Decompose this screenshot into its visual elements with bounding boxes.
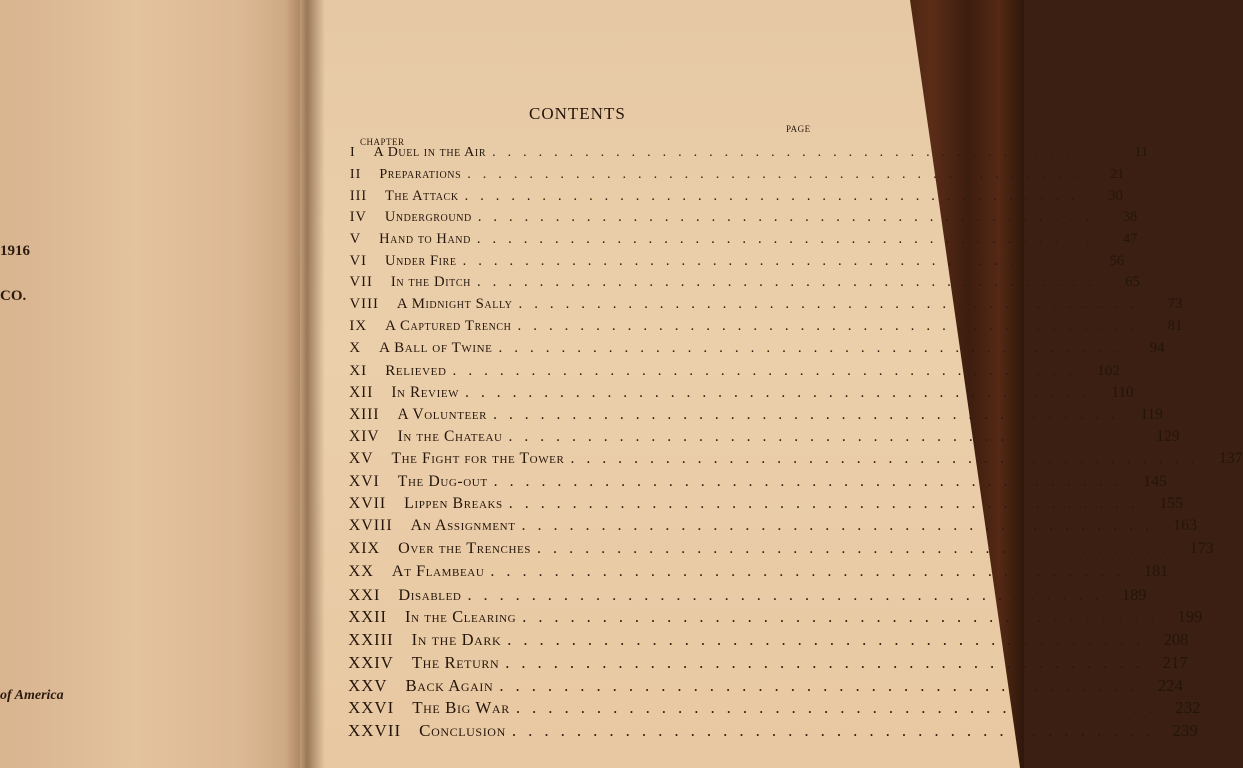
chapter-number: V [349, 231, 362, 248]
dot-leader: ........................................ [517, 318, 1147, 335]
toc-entry [348, 698, 1201, 718]
dot-leader: ........................................ [537, 539, 1178, 557]
chapter-number: XXVII [348, 721, 402, 741]
chapter-title: Preparations [379, 166, 462, 183]
chapter-page-number: 189 [1121, 584, 1147, 604]
chapter-column-label: CHAPTER [360, 137, 405, 147]
chapter-title: At Flambeau [391, 562, 485, 581]
dot-leader: ........................................ [522, 607, 1167, 627]
dot-leader: ........................................ [508, 494, 1148, 512]
chapter-page-number: 110 [1111, 383, 1134, 401]
toc-entry [349, 274, 1140, 294]
dot-leader: ........................................ [476, 231, 1102, 248]
chapter-title: A Ball of Twine [379, 339, 493, 356]
chapter-number: II [349, 166, 362, 183]
chapter-page-number: 181 [1143, 562, 1169, 581]
chapter-page-number: 137 [1219, 450, 1243, 468]
chapter-title: In Review [391, 383, 460, 401]
chapter-number: VIII [349, 296, 379, 313]
toc-entry [349, 296, 1183, 316]
left-page-country-fragment: of America [0, 688, 64, 703]
chapter-page-number: 38 [1122, 209, 1138, 226]
chapter-number: XXI [348, 584, 381, 604]
contents-title: CONTENTS [529, 104, 626, 123]
chapter-number: XVII [348, 494, 387, 512]
chapter-title: A Captured Trench [385, 318, 512, 335]
toc-entry [349, 406, 1163, 426]
toc-entry [348, 494, 1184, 515]
toc-entry [349, 231, 1138, 251]
toc-entry [349, 383, 1134, 404]
dot-leader: ........................................ [492, 145, 1113, 160]
chapter-page-number: 163 [1173, 517, 1198, 535]
toc-entry [348, 584, 1147, 605]
chapter-title: In the Dark [411, 630, 502, 650]
chapter-number: XIV [349, 428, 380, 446]
chapter-title: A Volunteer [397, 406, 488, 424]
dot-leader: ........................................ [467, 584, 1111, 604]
chapter-page-number: 73 [1167, 296, 1183, 313]
chapter-title: Conclusion [419, 721, 506, 741]
chapter-page-number: 155 [1159, 494, 1184, 512]
toc-entry [349, 361, 1120, 382]
dot-leader: ........................................ [493, 406, 1127, 424]
chapter-title: The Return [411, 652, 500, 672]
dot-leader: ........................................ [511, 721, 1162, 741]
chapter-page-number: 21 [1110, 166, 1125, 183]
chapter-title: A Duel in the Air [373, 145, 487, 160]
chapter-number: XIX [348, 539, 381, 557]
chapter-title: Underground [384, 209, 472, 226]
dot-leader: ........................................ [477, 209, 1102, 226]
toc-entry [348, 652, 1188, 673]
chapter-number: X [349, 339, 362, 356]
dot-leader: ........................................ [521, 517, 1162, 535]
toc-entry [349, 166, 1125, 186]
chapter-number: XVIII [348, 517, 393, 535]
dot-leader: ........................................ [570, 450, 1207, 468]
toc-entry [348, 630, 1189, 650]
toc-entry [349, 187, 1123, 208]
toc-entry [348, 450, 1243, 470]
chapter-page-number: 199 [1177, 607, 1203, 627]
toc-entry [348, 721, 1198, 741]
toc-entry [348, 607, 1203, 627]
chapter-page-number: 65 [1125, 274, 1140, 291]
toc-entry [348, 539, 1214, 560]
dot-leader: ........................................ [465, 383, 1098, 401]
dot-leader: ........................................ [518, 296, 1147, 313]
dot-leader: ........................................ [505, 652, 1152, 672]
chapter-page-number: 119 [1140, 406, 1163, 424]
page-column-label: PAGE [786, 124, 811, 134]
chapter-title: Back Again [405, 675, 494, 695]
dot-leader: ........................................ [464, 187, 1087, 204]
chapter-title: The Dug-out [397, 472, 488, 490]
chapter-title: Lippen Breaks [404, 494, 503, 512]
chapter-number: XXVI [348, 698, 395, 718]
chapter-number: XV [348, 450, 374, 468]
dot-leader: ........................................ [462, 252, 1089, 269]
chapter-number: IX [349, 318, 368, 335]
toc-entry [349, 428, 1180, 448]
dot-leader: ........................................ [499, 675, 1147, 695]
dot-leader: ........................................ [508, 428, 1144, 446]
chapter-page-number: 224 [1157, 675, 1183, 695]
chapter-title: A Midnight Sally [396, 296, 513, 313]
chapter-title: Under Fire [384, 252, 457, 269]
toc-entry [348, 562, 1169, 582]
toc-entry [348, 517, 1198, 537]
dot-leader: ........................................ [498, 339, 1129, 356]
left-page-company-fragment: CO. [0, 288, 27, 304]
chapter-number: XI [349, 361, 368, 379]
chapter-number: XXIII [348, 630, 394, 650]
chapter-page-number: 94 [1149, 339, 1165, 356]
toc-entry [348, 675, 1183, 696]
chapter-page-number: 129 [1156, 428, 1180, 446]
chapter-number: III [349, 187, 368, 204]
toc-entry [349, 209, 1138, 229]
chapter-number: XXIV [348, 652, 394, 672]
chapter-page-number: 102 [1097, 361, 1120, 379]
chapter-page-number: 239 [1172, 721, 1198, 741]
chapter-page-number: 217 [1162, 652, 1188, 672]
toc-entry [349, 252, 1125, 273]
dot-leader: ........................................ [515, 698, 1165, 718]
chapter-number: XII [349, 383, 374, 401]
chapter-number: XIII [349, 406, 380, 424]
toc-entry [349, 339, 1165, 360]
chapter-title: The Attack [385, 187, 459, 204]
toc-entry [349, 318, 1183, 338]
chapter-number: XX [348, 562, 374, 581]
chapter-number: XVI [348, 472, 380, 490]
chapter-title: Hand to Hand [379, 231, 471, 248]
toc-entry [350, 145, 1149, 165]
dot-leader: ........................................ [507, 630, 1153, 650]
chapter-title: In the Clearing [405, 607, 517, 627]
toc-entry [348, 472, 1167, 493]
chapter-number: XXV [348, 675, 388, 695]
chapter-page-number: 208 [1163, 630, 1189, 650]
dot-leader: ........................................ [476, 274, 1104, 291]
chapter-title: In the Chateau [397, 428, 503, 446]
chapter-number: VII [349, 274, 373, 291]
left-page-year-fragment: 1916 [0, 243, 30, 259]
chapter-title: The Big War [412, 698, 510, 718]
chapter-title: The Fight for the Tower [391, 450, 565, 468]
dot-leader: ........................................ [493, 472, 1131, 490]
chapter-page-number: 30 [1108, 187, 1123, 204]
chapter-number: XXII [348, 607, 387, 627]
chapter-title: Disabled [398, 584, 462, 604]
chapter-title: Over the Trenches [398, 539, 532, 557]
chapter-page-number: 145 [1143, 472, 1167, 490]
dot-leader: ........................................ [490, 562, 1133, 581]
chapter-page-number: 232 [1175, 698, 1201, 718]
chapter-page-number: 56 [1109, 252, 1125, 269]
chapter-page-number: 81 [1167, 318, 1183, 335]
chapter-page-number: 47 [1123, 231, 1138, 248]
dot-leader: ........................................ [467, 166, 1089, 183]
chapter-number: I [350, 145, 356, 160]
chapter-title: In the Ditch [390, 274, 471, 291]
chapter-number: IV [349, 209, 367, 226]
chapter-title: An Assignment [410, 517, 516, 535]
dot-leader: ........................................ [452, 361, 1084, 379]
chapter-page-number: 11 [1134, 145, 1149, 160]
chapter-title: Relieved [385, 361, 447, 379]
chapter-page-number: 173 [1189, 539, 1214, 557]
chapter-number: VI [349, 252, 367, 269]
